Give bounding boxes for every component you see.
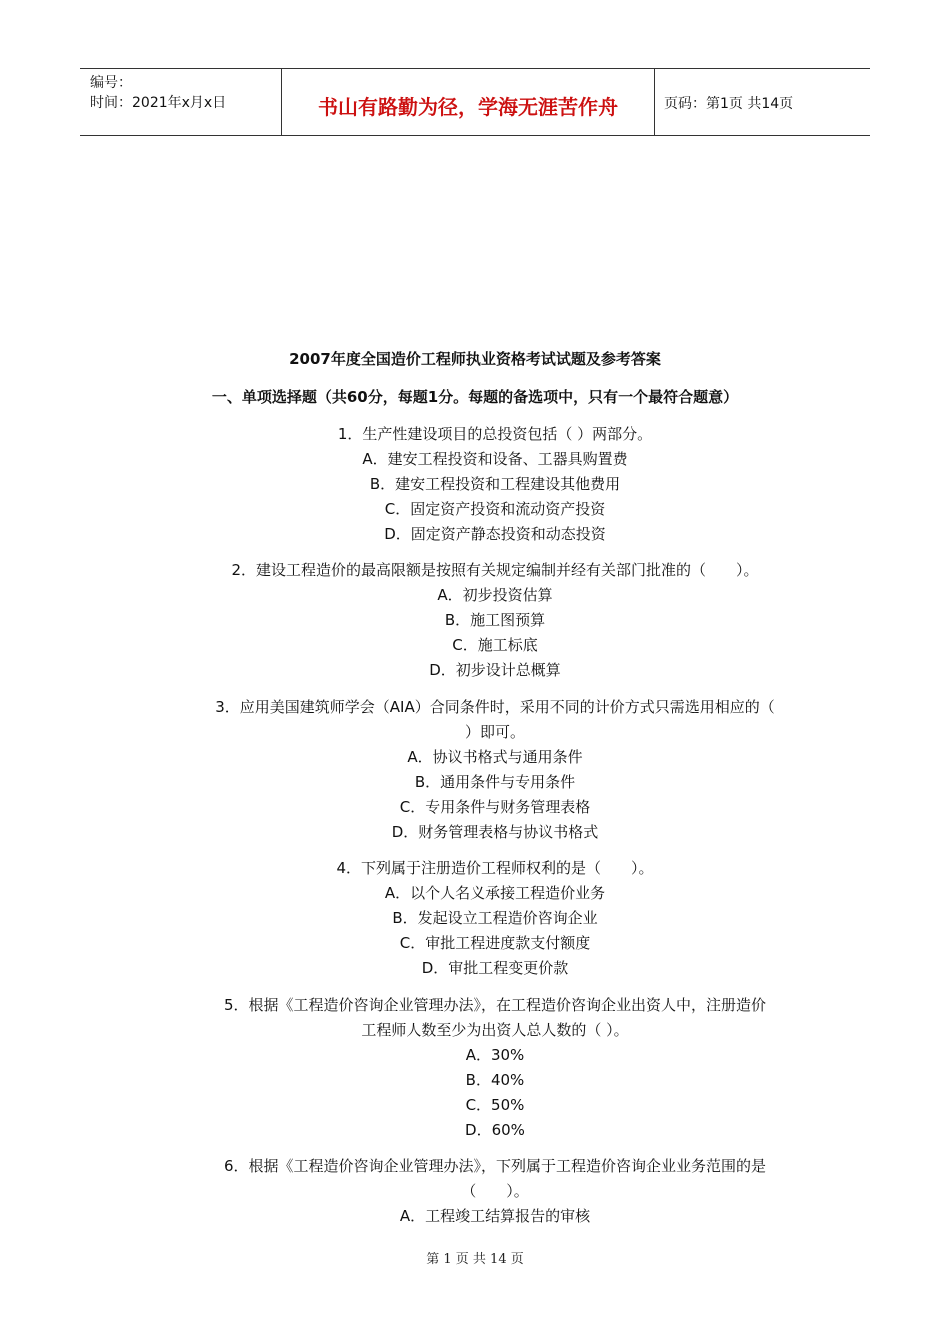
question-stem: 5．根据《工程造价咨询企业管理办法》，在工程造价咨询企业出资人中，注册造价	[223, 996, 767, 1014]
question-option: C．施工标底	[452, 636, 538, 654]
question-option: C．50%	[465, 1096, 525, 1114]
question-option: D．初步设计总概算	[429, 661, 561, 679]
question-option: C．固定资产投资和流动资产投资	[384, 500, 606, 518]
document-date: 时间：2021年x月x日	[90, 95, 227, 111]
question-option: B．发起设立工程造价咨询企业	[392, 909, 598, 927]
document-number-label: 编号：	[90, 75, 132, 91]
question-option: A．工程竣工结算报告的审核	[399, 1207, 591, 1225]
question-stem-continued: （ ）。	[461, 1182, 529, 1200]
question-option: C．专用条件与财务管理表格	[399, 798, 591, 816]
question-option: B．建安工程投资和工程建设其他费用	[369, 475, 621, 493]
question-option: A．以个人名义承接工程造价业务	[384, 884, 606, 902]
question-stem: 6．根据《工程造价咨询企业管理办法》，下列属于工程造价咨询企业业务范围的是	[223, 1157, 767, 1175]
question-stem-continued: ）即可。	[464, 723, 525, 741]
question-option: B．通用条件与专用条件	[414, 773, 576, 791]
question-stem: 4．下列属于注册造价工程师权利的是（ ）。	[336, 859, 654, 877]
question-option: A．协议书格式与通用条件	[407, 748, 583, 766]
question-stem: 1．生产性建设项目的总投资包括（ ）两部分。	[337, 425, 653, 443]
page-header	[80, 68, 870, 136]
header-meta	[90, 73, 226, 113]
question-option: D．审批工程变更价款	[421, 959, 569, 977]
section-title: 一、单项选择题（共60分，每题1分。每题的备选项中，只有一个最符合题意）	[211, 388, 739, 406]
document-title: 2007年度全国造价工程师执业资格考试试题及参考答案	[289, 350, 661, 368]
question-option: B．40%	[465, 1071, 525, 1089]
question-option: D．固定资产静态投资和动态投资	[384, 525, 606, 543]
question-stem: 2．建设工程造价的最高限额是按照有关规定编制并经有关部门批准的（ ）。	[231, 561, 759, 579]
question-stem-continued: 工程师人数至少为出资人总人数的（ ）。	[361, 1021, 629, 1039]
question-option: A．初步投资估算	[437, 586, 553, 604]
header-motto: 书山有路勤为径，学海无涯苦作舟	[318, 95, 618, 119]
header-page-info: 页码：第1页 共14页	[664, 96, 794, 112]
question-option: C．审批工程进度款支付额度	[399, 934, 591, 952]
question-option: D．60%	[465, 1121, 525, 1139]
question-option: A．30%	[465, 1046, 525, 1064]
question-option: B．施工图预算	[444, 611, 546, 629]
question-option: A．建安工程投资和设备、工器具购置费	[362, 450, 628, 468]
header-divider	[654, 69, 655, 135]
question-option: D．财务管理表格与协议书格式	[391, 823, 599, 841]
question-stem: 3．应用美国建筑师学会（AIA）合同条件时，采用不同的计价方式只需选用相应的（	[215, 698, 775, 716]
page-footer: 第 1 页 共 14 页	[426, 1252, 524, 1267]
